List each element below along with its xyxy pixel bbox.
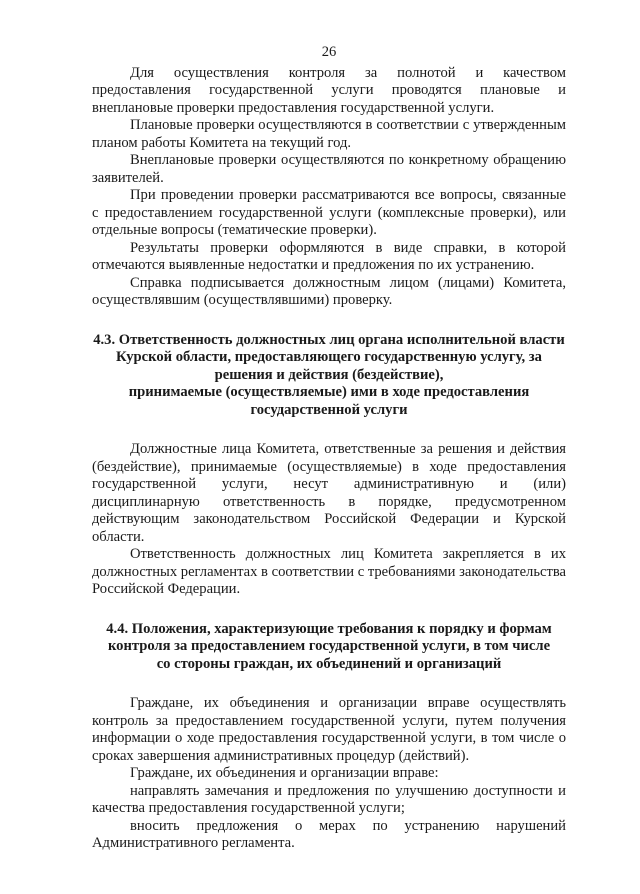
section-4-3-body	[92, 441, 566, 599]
section-intro	[92, 65, 566, 310]
paragraph: Для осуществления контроля за полнотой и качеством предоставления государственной услуги проводятся плановые и внеплановые проверки предоставления государственной услуги.	[92, 64, 566, 116]
paragraph: Граждане, их объединения и организации вправе:	[130, 765, 439, 781]
heading-line: 4.4. Положения, характеризующие требования к порядку и формам	[106, 620, 552, 637]
paragraph: При проведении проверки рассматриваются все вопросы, связанные с предоставлением государственной услуги (комплексные проверки), или отдельные вопросы (тематические проверки).	[92, 187, 566, 238]
section-heading-4-4	[92, 621, 566, 674]
section-4-4-body	[92, 695, 566, 853]
paragraph: Внеплановые проверки осуществляются по конкретному обращению заявителей.	[92, 152, 566, 186]
paragraph: Ответственность должностных лиц Комитета закрепляется в их должностных регламентах в соответствии с требованиями законодательства Российской Федерации.	[92, 546, 567, 597]
document-page	[92, 44, 566, 853]
heading-line: государственной услуги	[250, 401, 408, 418]
paragraph: Должностные лица Комитета, ответственные за решения и действия (бездействие), принимаемые (осуществляемые) в ходе предоставления государственной услуги, несут административную и (или) дисциплинарную ответственность в порядке, предусмотренном действующим законодательством Российской Федерации и Курской области.	[92, 441, 566, 545]
paragraph: направлять замечания и предложения по улучшению доступности и качества предоставления государственной услуги;	[92, 782, 566, 816]
section-heading-4-3	[92, 332, 566, 420]
heading-line: контроля за предоставлением государственной услуги, в том числе	[107, 638, 551, 654]
heading-line: 4.3. Ответственность должностных лиц органа исполнительной власти	[93, 331, 565, 348]
heading-line: решения и действия (бездействие),	[214, 366, 444, 383]
paragraph: Результаты проверки оформляются в виде справки, в которой отмечаются выявленные недостатки и предложения по их устранению.	[92, 239, 566, 273]
paragraph: Справка подписывается должностным лицом (лицами) Комитета, осуществлявшим (осуществлявшими) проверку.	[92, 274, 566, 308]
paragraph: Плановые проверки осуществляются в соответствии с утвержденным планом работы Комитета на текущий год.	[92, 117, 566, 151]
heading-line: принимаемые (осуществляемые) ими в ходе предоставления	[128, 384, 530, 400]
page-number: 26	[321, 44, 337, 60]
heading-line: Курской области, предоставляющего государственную услугу, за	[116, 349, 542, 365]
heading-line: со стороны граждан, их объединений и организаций	[156, 655, 502, 672]
paragraph: вносить предложения о мерах по устранению нарушений Административного регламента.	[92, 817, 566, 851]
paragraph: Граждане, их объединения и организации вправе осуществлять контроль за предоставлением государственной услуги, путем получения информации о ходе предоставления государственной услуги, в том числе о сроках завершения административных процедур (действий).	[92, 695, 566, 764]
